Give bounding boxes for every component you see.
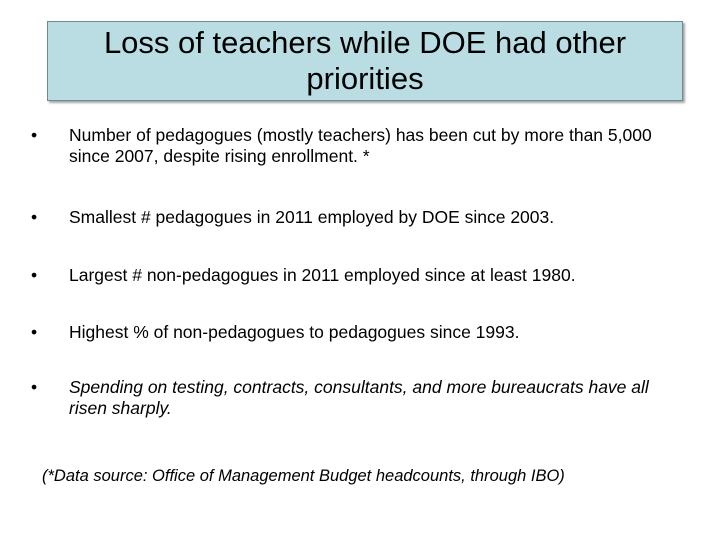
bullet-marker: • [31, 207, 38, 227]
slide-title-box [47, 21, 683, 101]
bullet-marker: • [31, 125, 38, 145]
bullet-item-spending [31, 377, 671, 419]
bullet-item-largest-non-pedagogues [31, 265, 671, 286]
bullet-text: Highest % of non-pedagogues to pedagogues since 1993. [69, 322, 520, 342]
footnote-data-source: (*Data source: Office of Management Budget headcounts, through IBO) [42, 467, 565, 485]
bullet-item-highest-ratio [31, 322, 671, 343]
bullet-text: Spending on testing, contracts, consultants, and more bureaucrats have all risen sharply. [69, 377, 649, 418]
bullet-marker: • [31, 265, 38, 285]
slide-title: Loss of teachers while DOE had other priorities [103, 25, 627, 96]
bullet-text: Smallest # pedagogues in 2011 employed by DOE since 2003. [69, 207, 555, 227]
bullet-text: Largest # non-pedagogues in 2011 employed since at least 1980. [69, 265, 576, 285]
bullet-text: Number of pedagogues (mostly teachers) has been cut by more than 5,000 since 2007, despite rising enrollment. * [69, 125, 652, 166]
bullet-item-smallest-pedagogues [31, 207, 671, 228]
bullet-marker: • [31, 322, 38, 342]
bullet-item-pedagogue-cuts [31, 125, 671, 167]
bullet-marker: • [31, 377, 38, 397]
